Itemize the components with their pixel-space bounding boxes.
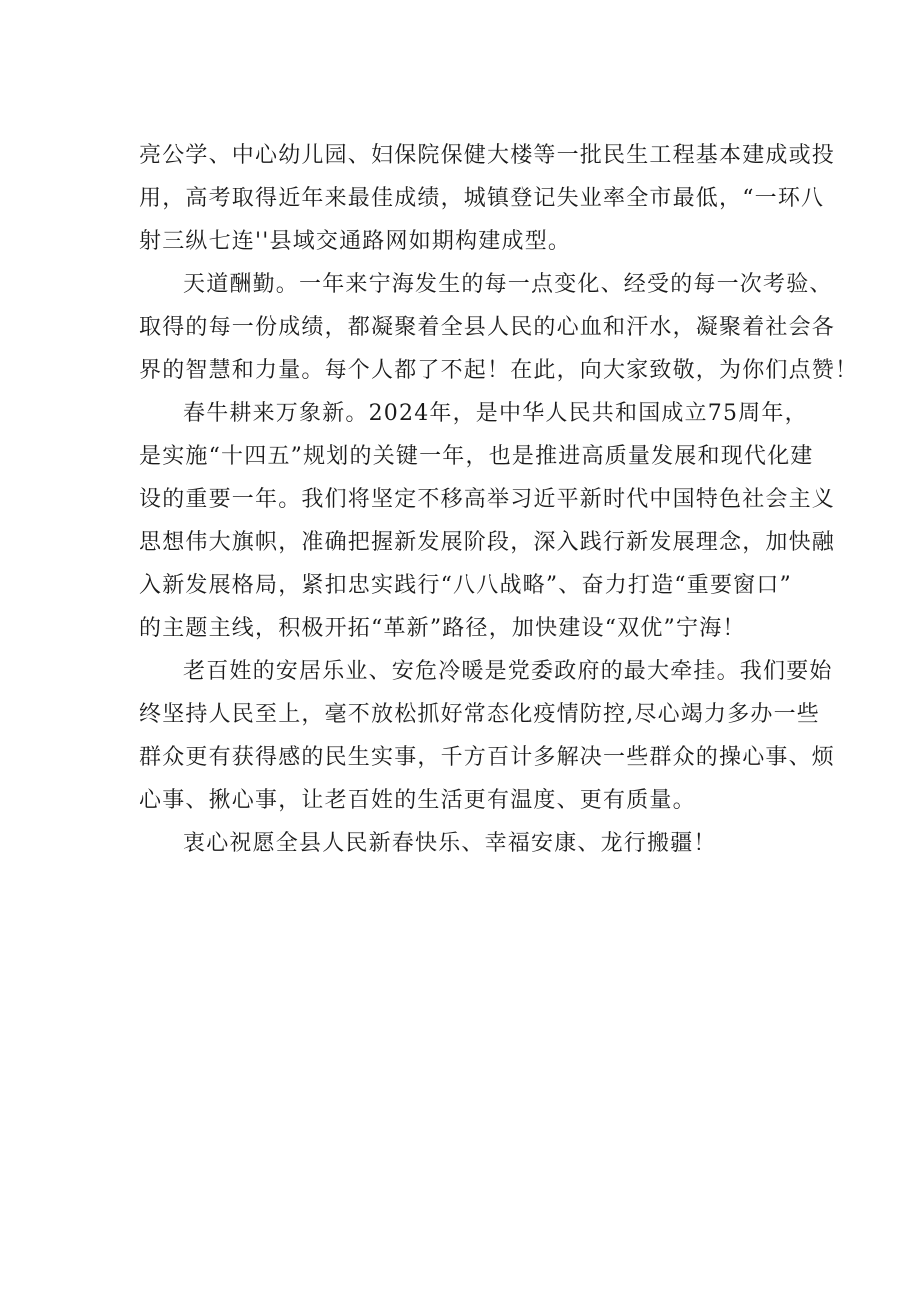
text-line: 设的重要一年。我们将坚定不移高举习近平新时代中国特色社会主义 — [139, 487, 836, 512]
text-line: 心事、揪心事，让老百姓的生活更有温度、更有质量。 — [139, 788, 696, 813]
text-line: 终坚持人民至上，毫不放松抓好常态化疫情防控,尽心竭力多办一些 — [139, 702, 820, 727]
text-line: 界的智慧和力量。每个人都了不起！在此，向大家致敬，为你们点赞！ — [139, 358, 859, 383]
text-line: 入新发展格局，紧扣忠实践行“八八战略”、奋力打造“重要窗口” — [139, 573, 792, 598]
text-line: 思想伟大旗帜，准确把握新发展阶段，深入践行新发展理念，加快融 — [139, 530, 836, 555]
text-line: 取得的每一份成绩，都凝聚着全县人民的心血和汗水，凝聚着社会各 — [139, 315, 836, 340]
paragraph-first-line: 天道酬勤。一年来宁海发生的每一点变化、经受的每一次考验、 — [183, 272, 833, 297]
text-line: 群众更有获得感的民生实事，千方百计多解决一些群众的操心事、烦 — [139, 745, 836, 770]
text-line: 射三纵七连''县域交通路网如期构建成型。 — [139, 229, 572, 254]
paragraph-first-line: 衷心祝愿全县人民新春快乐、幸福安康、龙行搬疆！ — [183, 831, 717, 856]
paragraph-first-line: 春牛耕来万象新。2024年，是中华人民共和国成立75周年， — [183, 401, 808, 426]
text-line: 亮公学、中心幼儿园、妇保院保健大楼等一批民生工程基本建成或投 — [139, 143, 836, 168]
document-body — [139, 134, 859, 865]
text-line: 是实施“十四五”规划的关键一年，也是推进高质量发展和现代化建 — [139, 444, 814, 469]
paragraph-first-line: 老百姓的安居乐业、安危冷暖是党委政府的最大牵挂。我们要始 — [183, 659, 833, 684]
text-line: 用，高考取得近年来最佳成绩，城镇登记失业率全市最低，“一环八 — [139, 186, 825, 211]
text-line: 的主题主线，积极开拓“革新”路径，加快建设“双优”宁海！ — [139, 616, 746, 641]
